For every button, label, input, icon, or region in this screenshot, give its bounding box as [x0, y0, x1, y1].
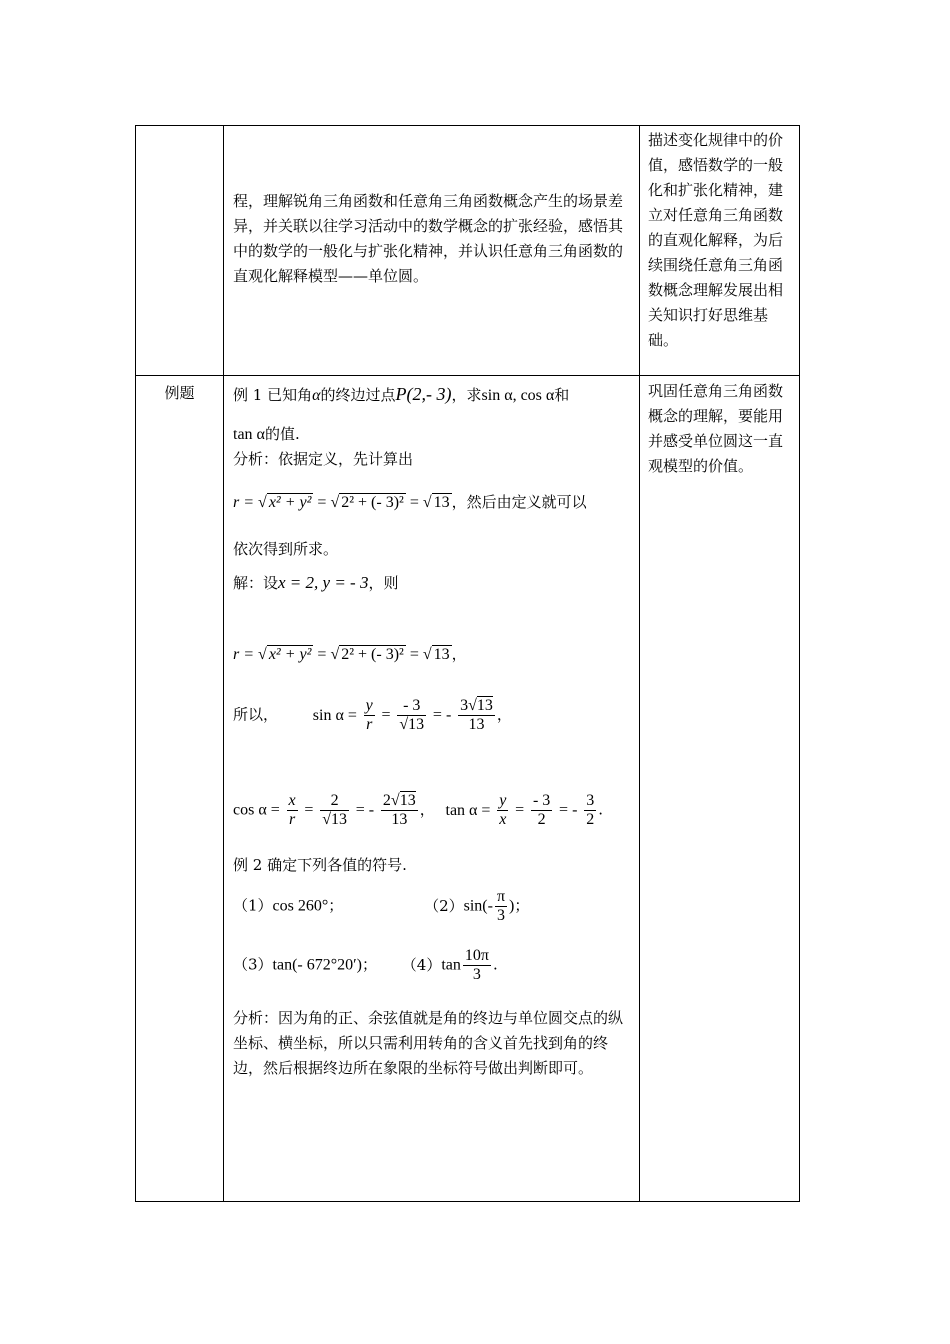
- equals: =: [409, 494, 419, 511]
- solution-values: x = 2, y = - 3: [278, 573, 369, 592]
- radicand: x² + y²: [268, 646, 312, 663]
- row1-content-cell: [224, 126, 640, 376]
- equals: =: [409, 646, 419, 663]
- text-segment: ，然后由定义就可以: [451, 493, 587, 511]
- fraction: [584, 792, 596, 829]
- r-formula-2: [233, 642, 630, 667]
- tan-expr: tan α: [233, 426, 265, 443]
- text-segment: ，则: [368, 574, 399, 592]
- radicand: 13: [399, 792, 416, 809]
- fraction: [458, 697, 495, 734]
- example2-analysis: 分析：因为角的正、余弦值就是角的终边与单位圆交点的纵坐标、横坐标，所以只需利用转角的含义首先找到角的终边，然后根据终边所在象限的坐标符号做出判断即可。: [233, 1009, 624, 1077]
- fraction: [497, 792, 508, 829]
- alpha-symbol: α: [312, 387, 321, 404]
- denominator: 3: [472, 966, 481, 983]
- fraction: [364, 697, 375, 734]
- denominator: 13: [391, 811, 408, 828]
- example1-statement-cont: [233, 422, 630, 447]
- fraction: [320, 792, 349, 829]
- numerator: 10π: [464, 947, 489, 964]
- text-segment: 和: [554, 386, 570, 404]
- fraction: [381, 792, 418, 829]
- r-lhs: r =: [233, 494, 255, 511]
- coef: 2: [382, 792, 391, 809]
- denominator: 2: [586, 811, 595, 828]
- item-index: （2）: [424, 896, 464, 915]
- lesson-table: [135, 125, 800, 1202]
- r-formula-1: [233, 490, 630, 515]
- numerator: x: [288, 792, 296, 809]
- text-segment: ，: [496, 705, 512, 724]
- text-segment: ；: [361, 955, 377, 974]
- text-segment: ，求: [451, 386, 482, 404]
- coef: 3: [460, 697, 469, 714]
- text-segment: ；: [328, 896, 344, 915]
- text-segment: 例 1 已知角: [233, 386, 313, 404]
- solution-set: [233, 570, 630, 596]
- row1-label-cell: [136, 126, 224, 376]
- sqrt-sign: √ 13: [422, 494, 450, 511]
- equals-neg: = -: [559, 801, 578, 819]
- example2-title: 例 2 确定下列各值的符号.: [233, 856, 407, 874]
- fraction: [287, 792, 298, 829]
- text-segment: .: [598, 800, 603, 819]
- equals-neg: = -: [355, 801, 375, 819]
- denominator: 2: [537, 811, 546, 828]
- cos-lhs: cos α =: [233, 801, 280, 819]
- sin-result: 所以， sin α = $\frac{y}{r}$ = $\frac{- 3}{√13}$ = - $\frac{3√13}{13}$ ，: [233, 697, 512, 733]
- radicand: 13: [433, 494, 450, 511]
- table-row: [136, 376, 800, 1202]
- tan-lhs: tan α =: [445, 801, 491, 819]
- denominator: 13: [468, 716, 485, 733]
- sqrt-sign: √ x² + y²: [258, 646, 312, 663]
- numerator: 2: [320, 792, 349, 811]
- point-p: P(2,- 3): [395, 384, 452, 404]
- text-segment: ；: [514, 896, 530, 915]
- numerator: - 3: [532, 792, 551, 809]
- text-segment: 的终边过点: [320, 386, 396, 404]
- item-expr: sin(-: [463, 897, 493, 915]
- numerator: π: [496, 888, 506, 905]
- row2-purpose-cell: [640, 376, 800, 1202]
- radicand: 2² + (- 3)²: [341, 646, 404, 663]
- numerator: y: [499, 792, 507, 809]
- numerator: 3: [586, 792, 595, 809]
- item-expr: cos 260°: [272, 897, 329, 915]
- item-index: （4）: [401, 955, 442, 974]
- example2-items-3-4: [233, 947, 630, 984]
- numerator: y: [365, 697, 373, 714]
- item-expr: tan: [441, 956, 461, 974]
- item-index: （3）: [233, 955, 273, 974]
- examples-block: [224, 376, 639, 1081]
- fraction: [397, 697, 426, 734]
- numerator: 2√13: [382, 792, 416, 809]
- fraction: [463, 947, 491, 984]
- numerator: - 3: [397, 697, 426, 716]
- row1-content-text: 程，理解锐角三角函数和任意角三角函数概念产生的场景差异，并关联以往学习活动中的数学概念的扩张经验，感悟其中的数学的一般化与扩张化精神，并认识任意角三角函数的直观化解释模型——单位圆。: [233, 192, 624, 285]
- sqrt-sign: √ 13: [422, 646, 450, 663]
- radicand: 13: [433, 646, 450, 663]
- text-segment: 的值.: [264, 425, 300, 443]
- text-segment: .: [492, 955, 498, 974]
- denominator: x: [499, 811, 507, 828]
- cos-tan-result: cos α = $\frac{x}{r}$ = $\frac{2}{√13}$ = - $\frac{2√13}{13}$ ， tan α = $\frac{y}{x}$ = $\frac{- 3}{2}$ = - $\frac{3}{2}$ .: [233, 792, 603, 828]
- text-segment: ，: [419, 800, 435, 819]
- radicand: 13: [408, 716, 425, 733]
- row-label-example: 例题: [164, 384, 195, 402]
- radicand: x² + y²: [268, 494, 312, 511]
- text-segment: ，: [451, 645, 467, 663]
- radicand: 13: [476, 697, 493, 714]
- item-expr: tan(- 672°20′): [272, 956, 362, 974]
- sin-cos-expr: sin α, cos α: [481, 387, 555, 404]
- fraction: [531, 792, 552, 829]
- example1-obtain: 依次得到所求。: [233, 540, 339, 558]
- radicand: 13: [331, 811, 347, 828]
- text-segment: 所以，: [233, 705, 279, 724]
- example2-items-1-2: [233, 888, 630, 925]
- sqrt-sign: √ x² + y²: [258, 494, 312, 511]
- sqrt-sign: √ 2² + (- 3)²: [330, 646, 404, 663]
- item-index: （1）: [233, 896, 273, 915]
- row1-purpose-text: 描述变化规律中的价值，感悟数学的一般化和扩张化精神，建立对任意角三角函数的直观化解释，为后续围绕任意角三角函数概念理解发展出相关知识打好思维基础。: [648, 131, 784, 349]
- r-lhs: r =: [233, 646, 255, 663]
- denominator: r: [366, 716, 373, 733]
- row2-label-cell: [136, 376, 224, 1202]
- denominator: √13: [322, 811, 347, 828]
- row1-purpose-cell: [640, 126, 800, 376]
- equals: =: [317, 494, 327, 511]
- example1-statement: [233, 382, 630, 408]
- equals: =: [317, 646, 327, 663]
- radicand: 2² + (- 3)²: [341, 494, 404, 511]
- fraction: [495, 888, 507, 925]
- item-expr: ): [509, 897, 515, 915]
- denominator: 3: [496, 907, 505, 924]
- denominator: r: [288, 811, 296, 828]
- text-segment: 解：设: [233, 574, 279, 592]
- row2-purpose-text: 巩固任意角三角函数概念的理解，要能用并感受单位圆这一直观模型的价值。: [648, 382, 784, 475]
- equals-neg: = -: [432, 706, 452, 724]
- numerator: 3√13: [460, 697, 493, 714]
- sin-lhs: sin α =: [312, 706, 357, 724]
- denominator: √13: [399, 716, 425, 733]
- example1-analysis: 分析：依据定义，先计算出: [233, 450, 414, 468]
- table-row: [136, 126, 800, 376]
- sqrt-sign: √ 2² + (- 3)²: [330, 494, 404, 511]
- row2-content-cell: [224, 376, 640, 1202]
